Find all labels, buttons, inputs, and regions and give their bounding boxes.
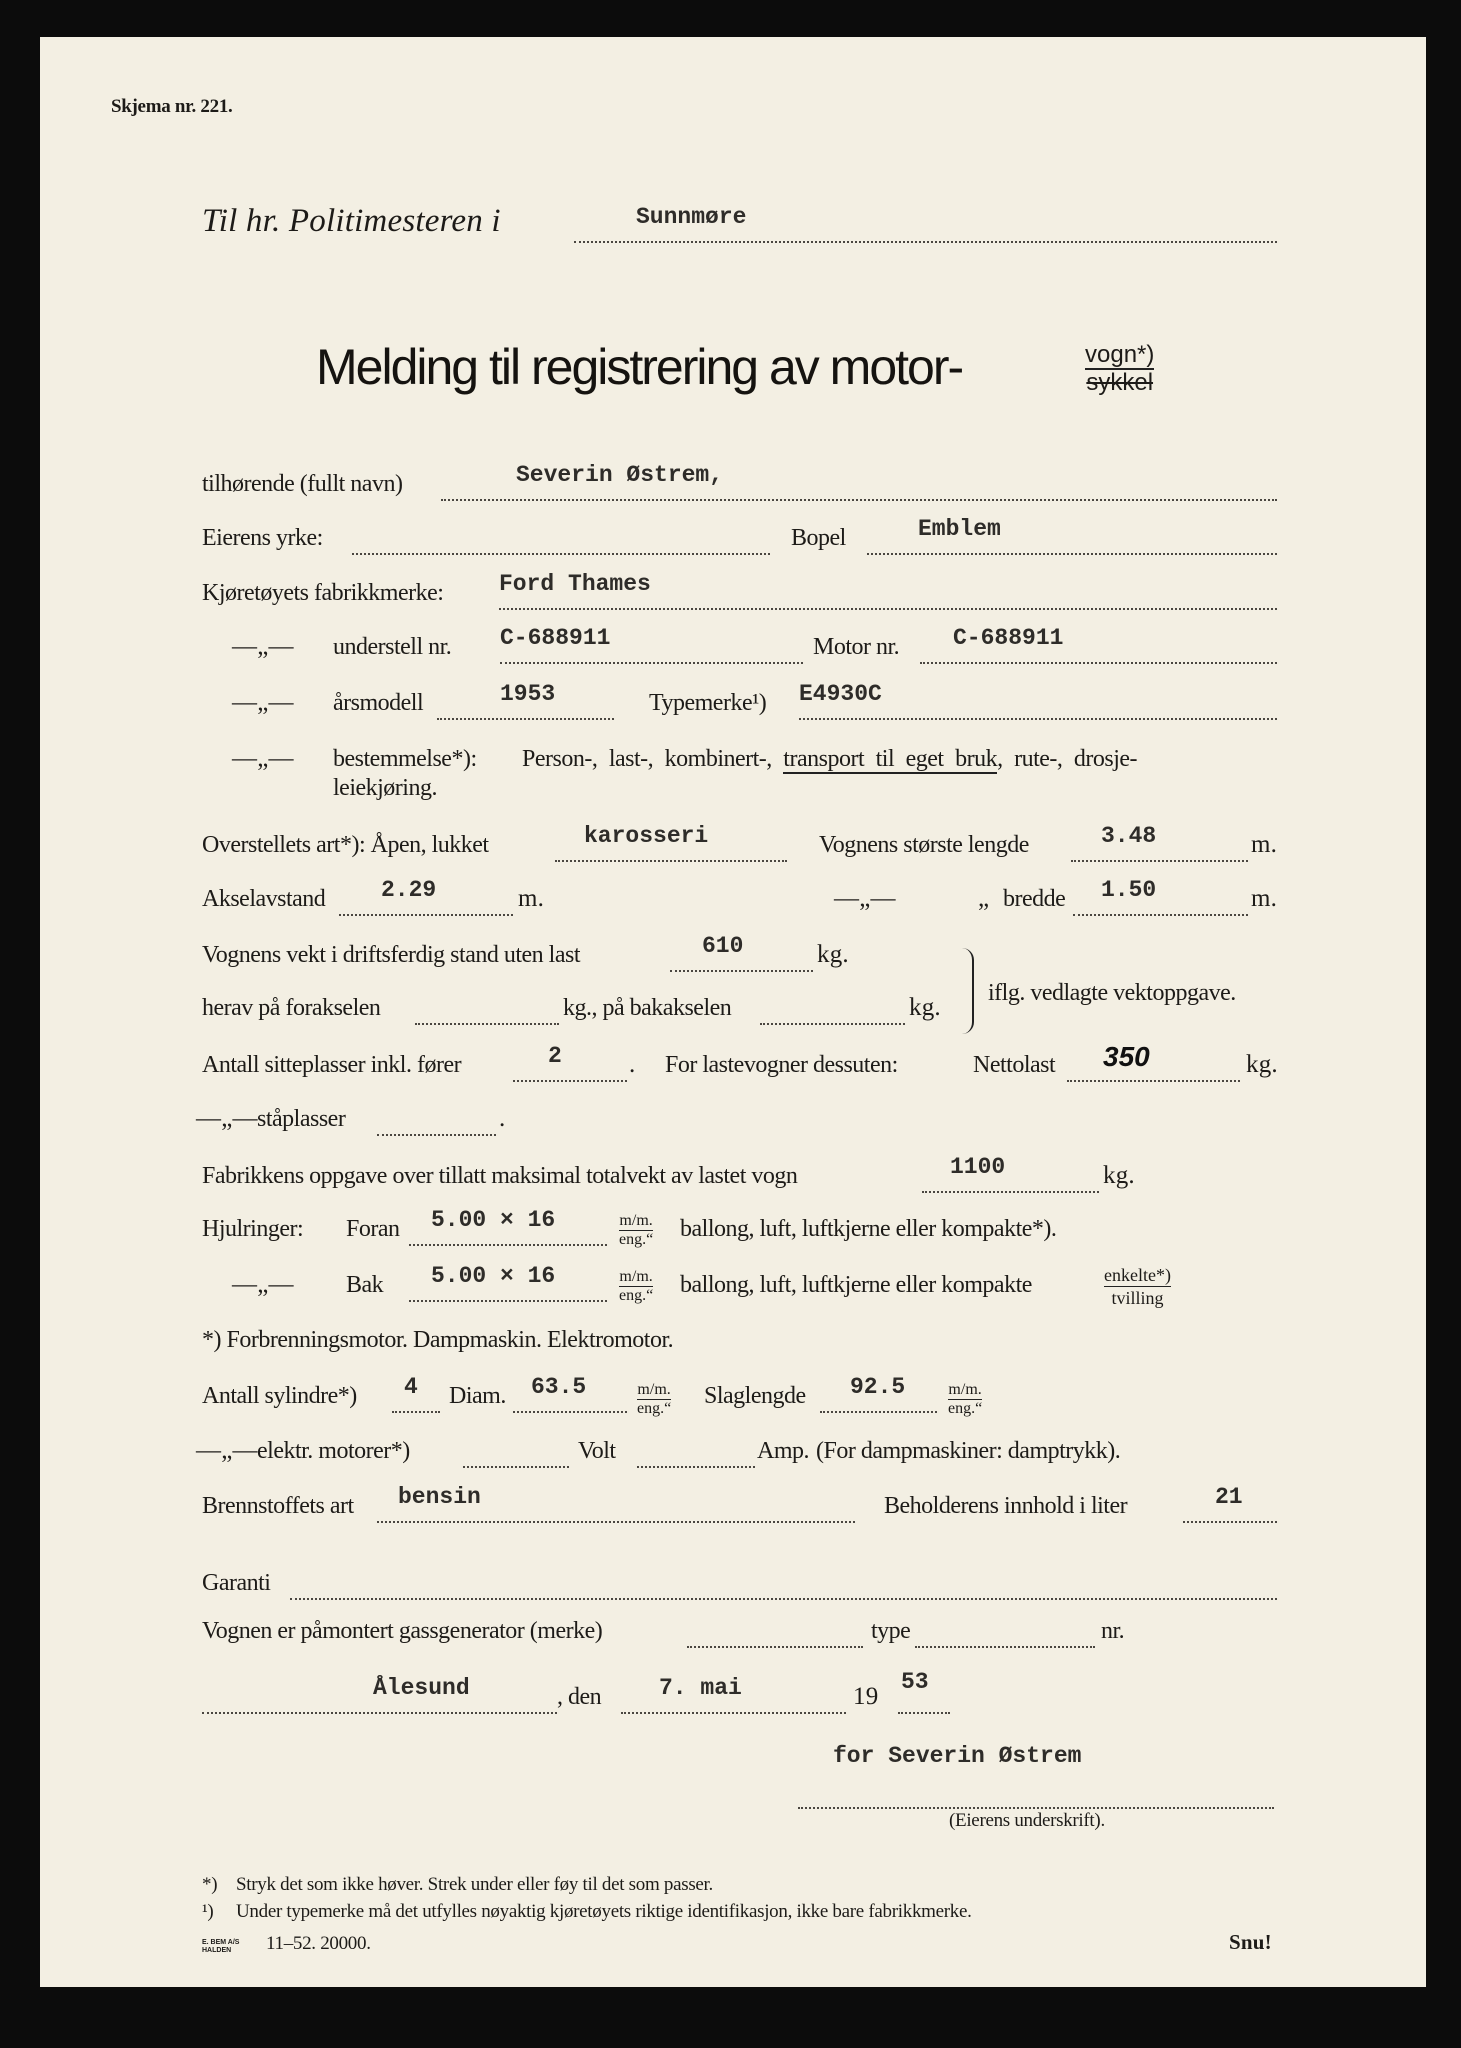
purpose-options-post: , rute-, drosje- xyxy=(997,746,1138,772)
place-value[interactable]: Ålesund xyxy=(373,1675,470,1701)
diameter-line xyxy=(513,1411,627,1413)
electric-motors-label: elektr. motorer*) xyxy=(257,1438,410,1464)
year-line xyxy=(898,1712,950,1714)
volt-line[interactable] xyxy=(637,1466,755,1468)
unit-mm: m/m. xyxy=(619,1268,653,1285)
diameter-unit xyxy=(637,1381,671,1418)
fuel-value[interactable]: bensin xyxy=(398,1484,481,1510)
owner-label: tilhørende (fullt navn) xyxy=(202,471,403,497)
rear-axle-label: kg., på bakakselen xyxy=(563,995,732,1021)
wheelbase-unit: m. xyxy=(518,885,545,912)
electric-motors-line[interactable] xyxy=(463,1466,569,1468)
seats-value[interactable]: 2 xyxy=(548,1043,562,1069)
body-label: Overstellets art*): Åpen, lukket xyxy=(202,832,489,858)
unit-eng: eng.“ xyxy=(637,1400,672,1417)
rear-tyre-option xyxy=(1104,1264,1171,1309)
signature-value[interactable]: for Severin Østrem xyxy=(833,1743,1082,1769)
rear-tyre-line xyxy=(409,1300,607,1302)
width-line xyxy=(1073,914,1248,916)
cylinders-line xyxy=(392,1411,440,1413)
ditto-mark: —„— xyxy=(196,1105,258,1132)
unit-eng: eng.“ xyxy=(619,1231,654,1248)
rear-tyre-kind: ballong, luft, luftkjerne eller kompakte xyxy=(680,1272,1032,1298)
motor-value[interactable]: C-688911 xyxy=(953,625,1064,651)
model-year-value[interactable]: 1953 xyxy=(500,681,556,707)
front-tyre-unit xyxy=(619,1212,653,1249)
purpose-options xyxy=(522,746,1137,773)
rear-axle-unit: kg. xyxy=(909,994,941,1021)
owner-line xyxy=(441,499,1277,501)
diameter-label: Diam. xyxy=(449,1383,506,1409)
length-label: Vognens største lengde xyxy=(819,832,1029,858)
purpose-line2: leiekjøring. xyxy=(333,775,437,801)
front-axle-label: herav på forakselen xyxy=(202,995,381,1021)
motor-line xyxy=(920,662,1277,664)
stroke-value[interactable]: 92.5 xyxy=(850,1374,906,1400)
occupation-line[interactable] xyxy=(352,553,770,555)
wheelbase-value[interactable]: 2.29 xyxy=(381,877,437,903)
ditto-quote: „ xyxy=(978,885,990,912)
year-prefix: 19 xyxy=(853,1683,879,1710)
owner-value[interactable]: Severin Østrem, xyxy=(516,462,724,488)
date-value[interactable]: 7. mai xyxy=(659,1675,742,1701)
footnote-mark: ¹) xyxy=(202,1901,214,1922)
year-value[interactable]: 53 xyxy=(901,1669,929,1695)
ditto-mark: —„— xyxy=(232,633,294,660)
gas-nr-label: nr. xyxy=(1101,1618,1125,1644)
seats-dot: . xyxy=(629,1051,636,1078)
tank-line xyxy=(1183,1521,1277,1523)
type-line xyxy=(799,718,1277,720)
max-weight-unit: kg. xyxy=(1103,1162,1135,1189)
edition-info: 11–52. 20000. xyxy=(266,1933,371,1954)
ditto-mark: —„— xyxy=(232,1271,294,1298)
rear-axle-line[interactable] xyxy=(760,1023,905,1025)
front-tyre-kind: ballong, luft, luftkjerne eller kompakte*). xyxy=(680,1216,1057,1242)
turn-over-note: Snu! xyxy=(1229,1930,1272,1954)
max-weight-label: Fabrikkens oppgave over tillatt maksimal totalvekt av lastet vogn xyxy=(202,1163,798,1189)
seats-label: Antall sitteplasser inkl. fører xyxy=(202,1052,462,1078)
signature-caption: (Eierens underskrift). xyxy=(949,1810,1105,1831)
weight-label: Vognens vekt i driftsferdig stand uten last xyxy=(202,942,580,968)
width-unit: m. xyxy=(1251,885,1278,912)
lorry-label: For lastevogner dessuten: xyxy=(665,1052,898,1078)
occupation-label: Eierens yrke: xyxy=(202,525,323,551)
warranty-label: Garanti xyxy=(202,1570,271,1596)
type-value[interactable]: E4930C xyxy=(799,681,882,707)
rear-tyre-value[interactable]: 5.00 × 16 xyxy=(431,1263,556,1289)
weight-unit: kg. xyxy=(817,941,849,968)
make-line xyxy=(499,608,1277,610)
front-axle-line[interactable] xyxy=(415,1023,559,1025)
front-tyre-value[interactable]: 5.00 × 16 xyxy=(431,1207,556,1233)
weight-line xyxy=(670,970,813,972)
page-title: Melding til registrering av motor- xyxy=(316,339,963,395)
width-value[interactable]: 1.50 xyxy=(1101,877,1157,903)
tyres-label: Hjulringer: xyxy=(202,1216,304,1242)
purpose-options-pre: Person-, last-, kombinert-, xyxy=(522,746,772,772)
chassis-value[interactable]: C-688911 xyxy=(500,625,611,651)
rear-tyre-unit xyxy=(619,1268,653,1305)
title-option-sykkel: sykkel xyxy=(1086,369,1154,396)
footnote-mark: *) xyxy=(202,1874,218,1895)
payload-line xyxy=(1067,1080,1240,1082)
cylinders-label: Antall sylindre*) xyxy=(202,1383,357,1409)
purpose-label: bestemmelse*): xyxy=(333,746,477,772)
length-line xyxy=(1071,860,1248,862)
standing-label: ståplasser xyxy=(257,1106,346,1132)
rear-tyre-label: Bak xyxy=(346,1272,384,1298)
seats-line xyxy=(513,1080,627,1082)
engine-types: *) Forbrenningsmotor. Dampmaskin. Elektromotor. xyxy=(202,1327,674,1353)
length-value[interactable]: 3.48 xyxy=(1101,823,1157,849)
addressee-label: Til hr. Politimesteren i xyxy=(202,203,501,239)
date-line xyxy=(621,1712,846,1714)
payload-value[interactable]: 350 xyxy=(1103,1041,1150,1072)
model-year-line xyxy=(437,718,614,720)
gas-generator-line[interactable] xyxy=(687,1646,863,1648)
stroke-unit xyxy=(948,1381,982,1418)
weight-note: iflg. vedlagte vektoppgave. xyxy=(988,980,1236,1006)
ditto-mark: —„— xyxy=(232,745,294,772)
type-label: Typemerke¹) xyxy=(649,690,767,716)
body-value[interactable]: karosseri xyxy=(584,823,709,849)
cylinders-value[interactable]: 4 xyxy=(404,1374,418,1400)
payload-label: Nettolast xyxy=(973,1052,1056,1078)
make-value[interactable]: Ford Thames xyxy=(499,571,651,597)
title-vehicle-type xyxy=(1085,342,1154,396)
addressee-value[interactable]: Sunnmøre xyxy=(636,204,747,230)
form-number: Skjema nr. 221. xyxy=(111,96,233,117)
title-option-vogn: vogn*) xyxy=(1085,341,1155,368)
ditto-mark: —„— xyxy=(834,885,896,912)
footnote-text: Under typemerke må det utfylles nøyaktig kjøretøyets riktige identifikasjon, ikke bare fabrikkmerke. xyxy=(236,1901,972,1922)
brace xyxy=(962,948,974,1034)
footnote-text: Stryk det som ikke høver. Strek under eller føy til det som passer. xyxy=(236,1874,713,1895)
stroke-label: Slaglengde xyxy=(704,1383,806,1409)
front-tyre-label: Foran xyxy=(346,1216,400,1242)
option-twin: tvilling xyxy=(1111,1288,1164,1308)
length-unit: m. xyxy=(1251,831,1278,858)
chassis-label: understell nr. xyxy=(333,634,452,660)
wheelbase-label: Akselavstand xyxy=(202,886,326,912)
volt-label: Volt xyxy=(578,1438,616,1464)
place-line xyxy=(202,1712,557,1714)
unit-mm: m/m. xyxy=(619,1212,653,1229)
printer-name: E. BEM A/S xyxy=(202,1939,240,1946)
gas-type-label: type xyxy=(871,1618,911,1644)
signature-line xyxy=(798,1807,1274,1809)
unit-mm: m/m. xyxy=(948,1381,982,1398)
addressee-line xyxy=(574,241,1277,243)
ditto-mark: —„— xyxy=(196,1437,258,1464)
wheelbase-line xyxy=(339,914,513,916)
chassis-line xyxy=(500,662,803,664)
option-single: enkelte*) xyxy=(1104,1265,1171,1285)
payload-unit: kg. xyxy=(1246,1051,1278,1078)
fuel-label: Brennstoffets art xyxy=(202,1493,354,1519)
model-year-label: årsmodell xyxy=(333,690,424,716)
make-label: Kjøretøyets fabrikkmerke: xyxy=(202,580,444,606)
standing-line[interactable] xyxy=(377,1134,496,1136)
residence-line xyxy=(867,553,1277,555)
residence-value[interactable]: Emblem xyxy=(918,516,1001,542)
gas-type-line[interactable] xyxy=(915,1646,1095,1648)
tank-value[interactable]: 21 xyxy=(1215,1484,1243,1510)
printer-city: HALDEN xyxy=(202,1947,232,1954)
steam-note: (For dampmaskiner: damptrykk). xyxy=(816,1438,1121,1464)
front-tyre-line xyxy=(409,1244,607,1246)
amp-label: Amp. xyxy=(757,1438,809,1464)
gas-generator-label: Vognen er påmontert gassgenerator (merke) xyxy=(202,1618,603,1644)
max-weight-line xyxy=(922,1191,1099,1193)
body-line xyxy=(555,860,787,862)
motor-label: Motor nr. xyxy=(813,634,900,660)
stroke-line xyxy=(820,1411,937,1413)
tank-label: Beholderens innhold i liter xyxy=(884,1493,1128,1519)
printer-mark xyxy=(202,1939,239,1955)
ditto-mark: —„— xyxy=(232,689,294,716)
standing-dot: . xyxy=(499,1105,506,1132)
residence-label: Bopel xyxy=(791,525,846,551)
fuel-line xyxy=(377,1521,855,1523)
diameter-value[interactable]: 63.5 xyxy=(531,1374,587,1400)
warranty-line[interactable] xyxy=(290,1598,1277,1600)
width-label: bredde xyxy=(1003,886,1066,912)
unit-eng: eng.“ xyxy=(619,1287,654,1304)
max-weight-value[interactable]: 1100 xyxy=(950,1154,1006,1180)
weight-value[interactable]: 610 xyxy=(702,933,744,959)
purpose-selected[interactable]: transport til eget bruk xyxy=(783,746,998,772)
unit-mm: m/m. xyxy=(637,1381,671,1398)
unit-eng: eng.“ xyxy=(948,1400,983,1417)
date-label: , den xyxy=(557,1684,602,1710)
